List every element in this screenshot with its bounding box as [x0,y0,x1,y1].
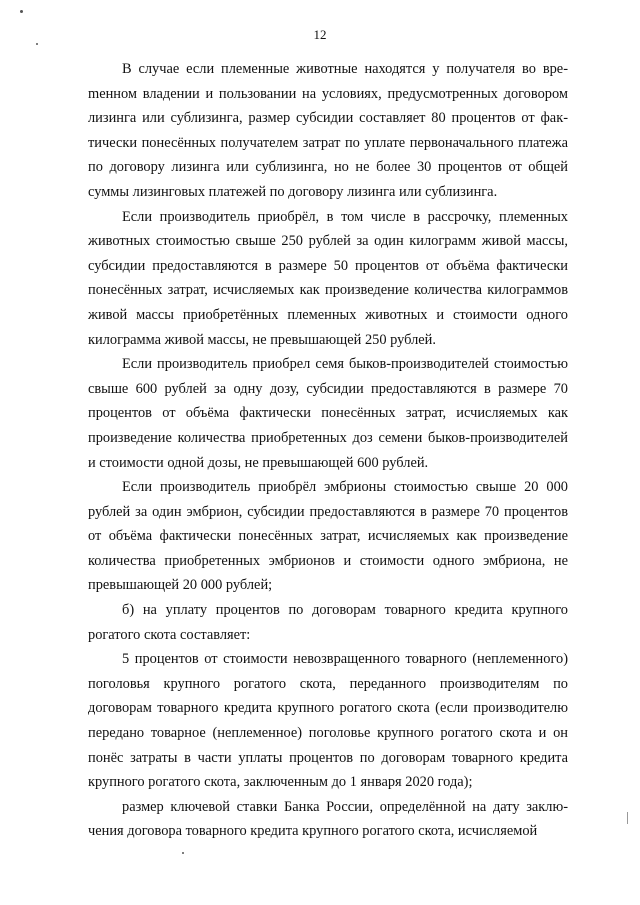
scan-speck [182,852,184,854]
scan-speck [20,10,23,13]
paragraph-bull-semen: Если производитель приобрел семя быков-производителей стоимостью свыше 600 рублей за одну дозу, субсидии предоставляются в размере 70 процентов от объёма фактически понесённых затрат, исчисляемых как произведение количества приобретенных доз семени быков-производителей и стоимости одной дозы, не превышающей 600 рублей. [88,356,568,471]
scan-speck [36,43,38,45]
page-number: 12 [313,27,327,42]
scan-edge-mark [627,812,628,824]
paragraph-embryos: Если производитель приобрёл эмбрионы стоимостью свыше 20 000 рублей за один эмбрион, субсидии предоставляются в размере 70 процентов от объёма фактически понесённых затрат, исчисляемых как произведение количества приобретенных эмбрионов и стоимости одного эмбриона, не превышающей 20 000 рублей; [88,479,568,594]
paragraph-live-weight-price: Если производитель приобрёл, в том числе в рассрочку, племенных животных стоимостью свыше 250 рублей за один килограмм живой массы, субсидии предоставляются в размере 50 процентов от объёма фактически понесённых затрат, исчисляемых как произведение количества килограммов живой массы приобретённых племенных животных и стоимости одного килограмма живой массы, не превышающей 250 рублей. [88,208,568,348]
paragraph-leasing-subsidy: В случае если племенные животные находятся у получателя во вреmенном владении и пользовании на условиях, предусмотренных договором лизинга или сублизинга, размер субсидии составляет 80 процентов от фактически понесённых получателем затрат по уплате первоначального платежа по договору лизинга или сублизинга, но не более 30 процентов от общей суммы лизинговых платежей по договору лизинга или сублизинга. [88,61,568,200]
paragraph-key-rate: размер ключевой ставки Банка России, определённой на дату заключения договора товарного кредита крупного рогатого скота, исчисляемой [88,798,568,840]
document-body [88,57,568,844]
paragraph-item-b: б) на уплату процентов по договорам товарного кредита крупного рогатого скота составляет: [88,602,568,643]
paragraph-five-percent: 5 процентов от стоимости невозвращенного товарного (неплеменного) поголовья крупного рогатого скота, переданного производителям по договорам товарного кредита крупного рогатого скота (если производителю передано товарное (неплеменное) поголовье крупного рогатого скота и он понёс затраты в части уплаты процентов по договорам товарного кредита крупного рогатого скота, заключенным до 1 января 2020 года); [88,651,568,791]
